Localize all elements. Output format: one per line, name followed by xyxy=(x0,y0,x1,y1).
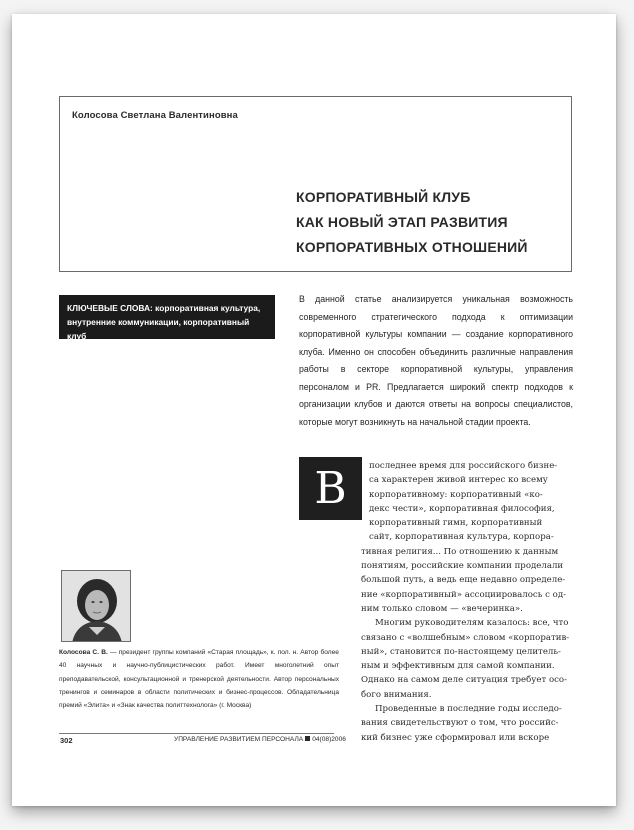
drop-cap: В xyxy=(299,457,362,520)
bio-name: Колосова С. В. xyxy=(59,649,108,656)
title-line-3: КОРПОРАТИВНЫХ ОТНОШЕНИЙ xyxy=(296,239,528,255)
keywords-box xyxy=(59,295,275,339)
title-line-2: КАК НОВЫЙ ЭТАП РАЗВИТИЯ xyxy=(296,214,508,230)
journal-issue: 04(08)2006 xyxy=(312,736,346,743)
title-line-1: КОРПОРАТИВНЫЙ КЛУБ xyxy=(296,189,471,205)
body-line: корпоративному: корпоративный «ко- xyxy=(369,489,543,500)
author-portrait-image xyxy=(62,571,131,642)
body-line: последнее время для российского бизне- xyxy=(369,461,558,471)
body-line: кий бизнес уже сформировал или вскоре xyxy=(361,732,550,743)
author-bio xyxy=(59,646,339,712)
page-number: 302 xyxy=(60,736,73,745)
body-line: ним только словом — «вечеринка». xyxy=(361,603,523,614)
body-line: Проведенные в последние годы исследо- xyxy=(375,704,562,715)
body-line: Многим руководителям казалось: все, что xyxy=(375,618,569,629)
author-photo xyxy=(61,570,131,642)
body-paragraph-2 xyxy=(299,616,573,702)
body-line: ным и эффективным для самой компании. xyxy=(361,661,555,672)
body-paragraph-1-start xyxy=(299,449,573,545)
body-line: Однако на самом деле ситуация требует осо- xyxy=(361,675,568,686)
body-line: сайт, корпоративная культура, корпора- xyxy=(369,532,554,543)
body-line: связано с «волшебным» словом «корпоратив- xyxy=(361,632,570,643)
journal-name: УПРАВЛЕНИЕ РАЗВИТИЕМ ПЕРСОНАЛА xyxy=(174,736,304,743)
body-line: вания свидетельствуют о том, что российс- xyxy=(361,718,559,729)
journal-footer xyxy=(174,736,346,743)
body-line: большой путь, а ведь еще недавно определе- xyxy=(361,575,566,586)
footer-divider xyxy=(59,733,334,734)
article-header-box xyxy=(59,96,572,272)
article-body xyxy=(299,449,573,745)
abstract-text: В данной статье анализируется уникальная возможность современного стратегического подхода к оптимизации корпоративной культуры компании — создание корпоративного клуба. Именно он способен объединить различные направления работы в секторе корпоративной культуры, управления персоналом и PR. Предлагается широкий спектр подходов к организации клубов и даются ответы на вопросы специалистов, которые могут возникнуть на начальной стадии проекта. xyxy=(299,294,573,427)
body-line: ние «корпоративный» ассоциировалось с од- xyxy=(361,589,567,600)
body-line: ный», становится по-настоящему целитель- xyxy=(361,646,561,657)
body-line: бого внимания. xyxy=(361,689,432,700)
journal-page xyxy=(12,14,616,806)
body-line: понятиям, российские компании проделали xyxy=(361,561,564,572)
keywords-line-2: внутренние коммуникации, корпоративный клуб xyxy=(67,317,250,341)
bio-text: — президент группы компаний «Старая площадь», к. пол. н. Автор более 40 научных и научно-публицистических работ. Имеет многолетний опыт преподавательской, консультационной и тренерской деятельности. Автор персональных тренингов и семинаров в области политических и бизнес-процессов. Обладательница премий «Элита» и «Знак качества политтехнолога» (г. Москва) xyxy=(59,649,339,710)
article-title xyxy=(296,185,566,260)
author-name: Колосова Светлана Валентиновна xyxy=(72,110,238,121)
body-line: са характерен живой интерес ко всему xyxy=(369,475,548,486)
body-paragraph-1-rest xyxy=(299,545,573,616)
square-bullet-icon xyxy=(305,736,310,741)
body-line: корпоративный гимн, корпоративный xyxy=(369,518,543,529)
keywords-line-1: КЛЮЧЕВЫЕ СЛОВА: корпоративная культура, xyxy=(67,303,261,313)
body-line: декс чести», корпоративная философия, xyxy=(369,503,555,514)
body-line: тивная религия... По отношению к данным xyxy=(361,546,559,557)
